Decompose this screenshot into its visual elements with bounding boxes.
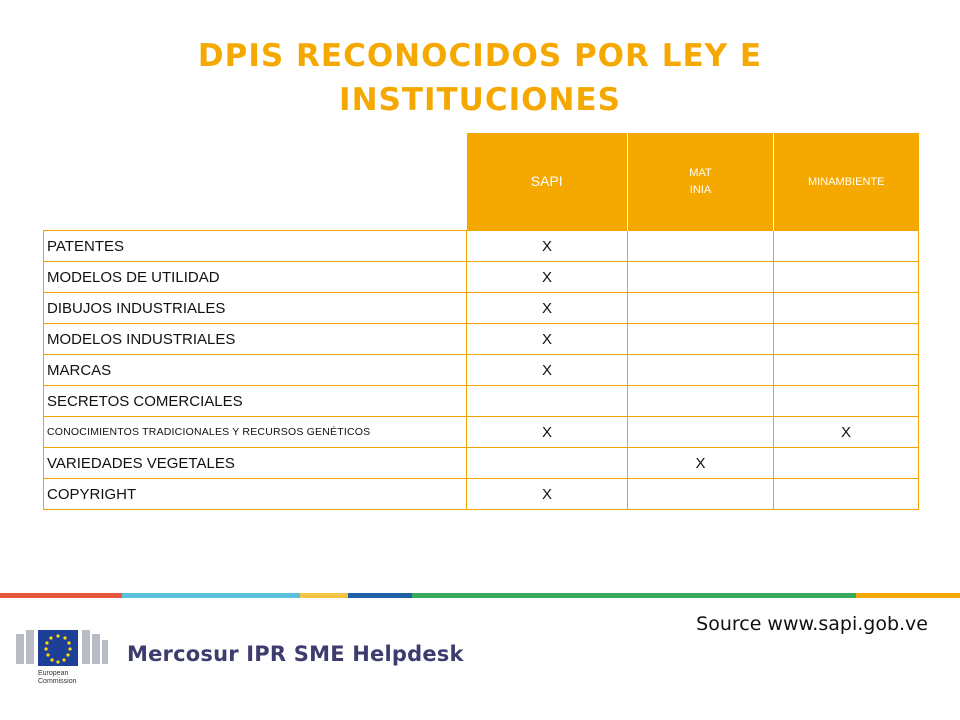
sapi-cell bbox=[467, 386, 628, 417]
title-line-1: DPIS RECONOCIDOS POR LEY E bbox=[197, 38, 763, 74]
minambiente-cell bbox=[774, 293, 919, 324]
minambiente-cell bbox=[774, 262, 919, 293]
sapi-cell: X bbox=[467, 324, 628, 355]
sapi-cell: X bbox=[467, 417, 628, 448]
table-row bbox=[44, 293, 919, 324]
mat-inia-cell bbox=[628, 293, 774, 324]
table-row bbox=[44, 417, 919, 448]
header-mat-inia bbox=[628, 133, 774, 231]
row-label: DIBUJOS INDUSTRIALES bbox=[44, 293, 467, 324]
logo-text-european: European bbox=[38, 670, 69, 677]
source-text: Source www.sapi.gob.ve bbox=[696, 613, 928, 635]
sapi-cell bbox=[467, 448, 628, 479]
minambiente-cell bbox=[774, 324, 919, 355]
mat-inia-cell bbox=[628, 355, 774, 386]
table-row bbox=[44, 324, 919, 355]
table-header-row bbox=[44, 133, 919, 231]
header-empty-cell bbox=[44, 133, 467, 231]
slide-title bbox=[0, 34, 960, 122]
mat-inia-cell: X bbox=[628, 448, 774, 479]
color-strip bbox=[0, 593, 960, 598]
minambiente-cell bbox=[774, 386, 919, 417]
mat-inia-cell bbox=[628, 231, 774, 262]
table-row bbox=[44, 262, 919, 293]
row-label: MODELOS DE UTILIDAD bbox=[44, 262, 467, 293]
table-row bbox=[44, 231, 919, 262]
european-commission-logo bbox=[16, 628, 108, 700]
table-row bbox=[44, 386, 919, 417]
title-line-2: INSTITUCIONES bbox=[339, 82, 621, 118]
ec-building-icon bbox=[16, 628, 108, 700]
minambiente-cell bbox=[774, 355, 919, 386]
table-row bbox=[44, 355, 919, 386]
mat-inia-cell bbox=[628, 324, 774, 355]
strip-segment bbox=[412, 593, 856, 598]
header-minambiente-label: MINAMBIENTE bbox=[808, 176, 885, 188]
sapi-cell: X bbox=[467, 231, 628, 262]
table-row bbox=[44, 479, 919, 510]
table-row bbox=[44, 448, 919, 479]
header-sapi-label: SAPI bbox=[530, 172, 563, 189]
strip-segment bbox=[348, 593, 412, 598]
row-label: SECRETOS COMERCIALES bbox=[44, 386, 467, 417]
minambiente-cell bbox=[774, 448, 919, 479]
strip-segment bbox=[122, 593, 300, 598]
header-mat-label: MAT bbox=[689, 166, 712, 179]
strip-segment bbox=[856, 593, 960, 598]
minambiente-cell bbox=[774, 479, 919, 510]
mat-inia-cell bbox=[628, 417, 774, 448]
row-label: CONOCIMIENTOS TRADICIONALES Y RECURSOS GENÉTICOS bbox=[44, 417, 467, 448]
strip-segment bbox=[300, 593, 348, 598]
mat-inia-cell bbox=[628, 262, 774, 293]
logo-text-commission: Commission bbox=[38, 678, 77, 685]
strip-segment bbox=[0, 593, 122, 598]
row-label: MARCAS bbox=[44, 355, 467, 386]
row-label: PATENTES bbox=[44, 231, 467, 262]
row-label: VARIEDADES VEGETALES bbox=[44, 448, 467, 479]
minambiente-cell: X bbox=[774, 417, 919, 448]
minambiente-cell bbox=[774, 231, 919, 262]
mat-inia-cell bbox=[628, 479, 774, 510]
mat-inia-cell bbox=[628, 386, 774, 417]
sapi-cell: X bbox=[467, 262, 628, 293]
sapi-cell: X bbox=[467, 355, 628, 386]
header-inia-label: INIA bbox=[689, 183, 712, 196]
header-sapi bbox=[467, 133, 628, 231]
header-minambiente bbox=[774, 133, 919, 231]
sapi-cell: X bbox=[467, 479, 628, 510]
row-label: MODELOS INDUSTRIALES bbox=[44, 324, 467, 355]
sapi-cell: X bbox=[467, 293, 628, 324]
row-label: COPYRIGHT bbox=[44, 479, 467, 510]
helpdesk-brand: Mercosur IPR SME Helpdesk bbox=[127, 642, 464, 666]
institutions-table bbox=[43, 133, 919, 510]
